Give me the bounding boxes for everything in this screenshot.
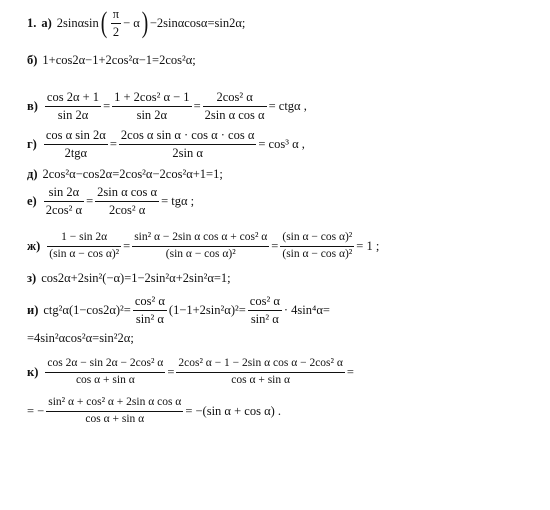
item-label-zh: ж): [27, 238, 41, 253]
fraction-denominator: cos α + sin α: [85, 412, 145, 425]
expr-i-pre: ctg²α(1−cos2α)²=: [43, 302, 131, 317]
fraction-v-3: [203, 90, 267, 122]
expr-a-pre: 2sinαsin: [56, 15, 99, 30]
item-label-v: в): [27, 98, 38, 113]
fraction-zh-3: [280, 231, 354, 260]
fraction-v-1: [45, 90, 101, 122]
expr-v-tail: = ctgα ,: [268, 98, 307, 113]
equals-sign: =: [103, 98, 111, 113]
paren-close: ): [141, 6, 149, 39]
fraction-numerator: cos 2α − sin 2α − 2cos² α: [45, 357, 165, 372]
fraction-denominator: sin² α: [135, 311, 164, 326]
problem-number: 1.: [27, 15, 37, 30]
fraction-denominator: 2sin α cos α: [204, 107, 265, 122]
fraction-v-2: [112, 90, 191, 122]
fraction-numerator: 2cos² α: [203, 90, 267, 106]
equals-sign: =: [167, 364, 175, 379]
fraction-denominator: sin 2α: [136, 107, 168, 122]
item-label-d: д): [27, 166, 38, 181]
item-label-b: б): [27, 52, 38, 67]
expr-i-tail: · 4sin⁴α=: [283, 302, 330, 317]
line-k: [27, 352, 354, 392]
fraction-denominator: (sin α − cos α)²: [165, 247, 236, 260]
item-label-a: а): [41, 15, 52, 30]
expr-k-cont-pre: = −: [27, 403, 45, 418]
expr-zh-tail: = 1 ;: [356, 238, 380, 253]
fraction-denominator: 2: [112, 24, 120, 39]
fraction-denominator: 2tgα: [64, 145, 88, 160]
equals-sign: =: [193, 98, 201, 113]
expr-b: 1+cos2α−1+2cos²α−1=2cos²α;: [42, 52, 196, 67]
fraction-i-2: [248, 294, 282, 326]
fraction-numerator: cos α sin 2α: [44, 128, 108, 144]
line-b: [27, 40, 196, 80]
fraction-numerator: cos² α: [248, 294, 282, 310]
fraction-numerator: sin² α − 2sin α cos α + cos² α: [132, 231, 269, 246]
fraction-numerator: 2cos² α − 1 − 2sin α cos α − 2cos² α: [176, 357, 345, 372]
fraction-denominator: sin² α: [250, 311, 279, 326]
fraction-denominator: 2cos² α: [45, 202, 83, 217]
fraction-numerator: 2sin α cos α: [95, 185, 159, 201]
fraction-pi-over-2: [111, 7, 121, 39]
fraction-denominator: cos α + sin α: [231, 373, 291, 386]
fraction-numerator: (sin α − cos α)²: [280, 231, 354, 246]
fraction-denominator: sin 2α: [57, 107, 89, 122]
expr-z: cos2α+2sin²(−α)=1−2sin²α+2sin²α=1;: [41, 270, 231, 285]
line-v: [27, 86, 307, 126]
fraction-numerator: sin² α + cos² α + 2sin α cos α: [46, 396, 183, 411]
fraction-zh-2: [132, 231, 269, 260]
fraction-denominator: cos α + sin α: [75, 373, 135, 386]
fraction-k-1: [45, 357, 165, 386]
equals-sign: =: [123, 238, 131, 253]
item-label-g: г): [27, 136, 37, 151]
equals-sign: =: [86, 193, 94, 208]
item-label-k: к): [27, 364, 39, 379]
item-label-i: и): [27, 302, 39, 317]
fraction-numerator: 1 − sin 2α: [47, 231, 121, 246]
fraction-denominator: (sin α − cos α)²: [282, 247, 353, 260]
item-label-z: з): [27, 270, 37, 285]
equals-sign: =: [271, 238, 279, 253]
expr-e-tail: = tgα ;: [161, 193, 195, 208]
fraction-numerator: sin 2α: [44, 185, 84, 201]
fraction-denominator: 2sin α: [172, 145, 203, 160]
item-label-e: е): [27, 193, 37, 208]
fraction-i-1: [133, 294, 167, 326]
fraction-numerator: π: [111, 7, 121, 23]
fraction-e-2: [95, 185, 159, 217]
equals-sign: =: [109, 136, 117, 151]
fraction-e-1: [44, 185, 84, 217]
fraction-denominator: 2cos² α: [108, 202, 146, 217]
fraction-numerator: 2cos α sin α · cos α · cos α: [119, 128, 256, 144]
expr-i-mid: (1−1+2sin²α)²=: [168, 302, 246, 317]
expr-i-cont: =4sin²αcos²α=sin²2α;: [27, 330, 134, 345]
fraction-k-2: [176, 357, 345, 386]
fraction-numerator: cos² α: [133, 294, 167, 310]
expr-a-paren-tail: − α: [123, 15, 140, 30]
fraction-numerator: cos 2α + 1: [45, 90, 101, 106]
expr-a-post: −2sinαcosα=sin2α;: [149, 15, 246, 30]
line-k-continuation: [27, 391, 281, 431]
fraction-numerator: 1 + 2cos² α − 1: [112, 90, 191, 106]
line-e: [27, 181, 194, 221]
expr-k-tail2: = −(sin α + cos α) .: [185, 403, 282, 418]
fraction-denominator: (sin α − cos α)²: [49, 247, 120, 260]
fraction-k-3: [46, 396, 183, 425]
paren-open: (: [100, 6, 108, 39]
fraction-zh-1: [47, 231, 121, 260]
expr-d: 2cos²α−cos2α=2cos²α−2cos²α+1=1;: [42, 166, 223, 181]
line-a: [27, 3, 245, 43]
expr-g-tail: = cos³ α ,: [258, 136, 305, 151]
expr-k-tail1: =: [346, 364, 354, 379]
